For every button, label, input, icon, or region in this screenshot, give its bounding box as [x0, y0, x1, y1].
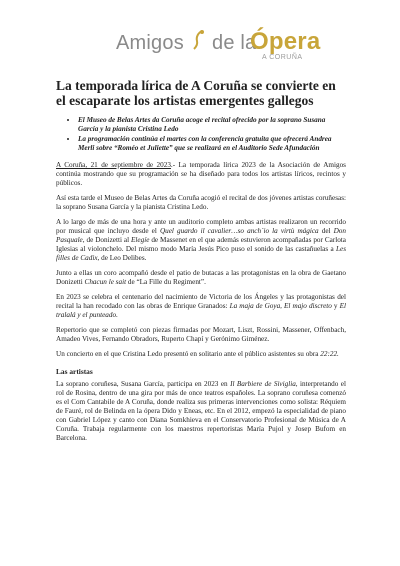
paragraph-intro: A Coruña, 21 de septiembre de 2023.- La temporada lírica 2023 de la Asociación de Amigos continúa mostrando que su programación se ha diseñado para todos los artistas líricos, recintos y públicos.	[56, 161, 346, 187]
article	[56, 78, 346, 449]
logo-opera-text: Ópera	[250, 28, 321, 55]
paragraph-choir: Junto a ellas un coro acompañó desde el patio de butacas a las protagonistas en la obra de Gaetano Donizetti Chacun le sait de “La Fille du Regiment”.	[56, 269, 346, 286]
highlight-item: • La programación continúa el martes con la conferencia gratuita que ofrecerá Andrea Merli sobre “Roméo et Juliette” que se realizará en el Auditorio Sede Afundación	[78, 135, 346, 153]
logo-city-text: A CORUÑA	[262, 54, 303, 61]
logo-de-la-text: de la	[212, 32, 257, 54]
section-title: Las artistas	[56, 367, 93, 376]
header-logo	[0, 26, 400, 66]
logo-amigos-text: Amigos	[116, 32, 184, 54]
paragraph-program: A lo largo de más de una hora y ante un auditorio completo ambas artistas realizaron un recorrido por musical que incluyo desde el Quel guardo il cavalier…so anch´io la virtù mágica del Don Pasquale, de Donizetti al Elegíe de Massenet en el que además estuvieron acompañadas por Carlota Iglesias al violonchelo. Del mismo modo María Jesús Pico puso el sonido de las castañuelas a Les filles de Cadix, de Leo Delibes.	[56, 218, 346, 262]
paragraph-repertoire: Repertorio que se completó con piezas firmadas por Mozart, Liszt, Rossini, Massener, Offenbach, Amadeo Vives, Fernando Obradors, Ruperto Chapí y Gerónimo Giménez.	[56, 326, 346, 343]
article-date: A Coruña, 21 de septiembre de 2023	[56, 161, 171, 169]
paragraph-recital: Así esta tarde el Museo de Belas Artes da Coruña acogió el recital de dos jóvenes artistas coruñesas: la soprano Susana García y la pianista Cristina Ledo.	[56, 194, 346, 211]
highlights-list	[56, 116, 346, 153]
article-title: La temporada lírica de A Coruña se convierte en el escaparate los artistas emergentes gallegos	[56, 78, 336, 108]
highlight-item: • El Museo de Belas Artes da Coruña acoge el recital ofrecido por la soprano Susana García y la pianista Cristina Ledo	[78, 116, 346, 134]
paragraph-solo: Un concierto en el que Cristina Ledo presentó en solitario ante el público asistentes su obra 22:22.	[56, 350, 339, 358]
paragraph-artists: La soprano coruñesa, Susana García, participa en 2023 en Il Barbiere de Siviglia, interpretando el rol de Rosina, dentro de una gira por más de once teatros españoles. La soprano coruñesa comenzó es el Com Cantabile de A Coruña, donde realiza sus primeras intervenciones como solista: Réquiem de Fauré, rol de Belinda en la ópera Dido y Eneas, etc. En el 2012, empezó la especialidad de piano con Gabriel López y canto con Diana Somkhieva en el Conservatorio Profesional de Música de A Coruña. Trabaja regularmente con los maestros repertoristas María Pujol y Josep Bufom en Barcelona.	[56, 380, 346, 442]
paragraph-centenary: En 2023 se celebra el centenario del nacimiento de Victoria de los Ángeles y las protagonistas del recital la han recodado con las obras de Enrique Granados: La maja de Goya, El majo discreto y El tralalá y el punteado.	[56, 293, 346, 319]
music-note-icon	[192, 29, 208, 51]
